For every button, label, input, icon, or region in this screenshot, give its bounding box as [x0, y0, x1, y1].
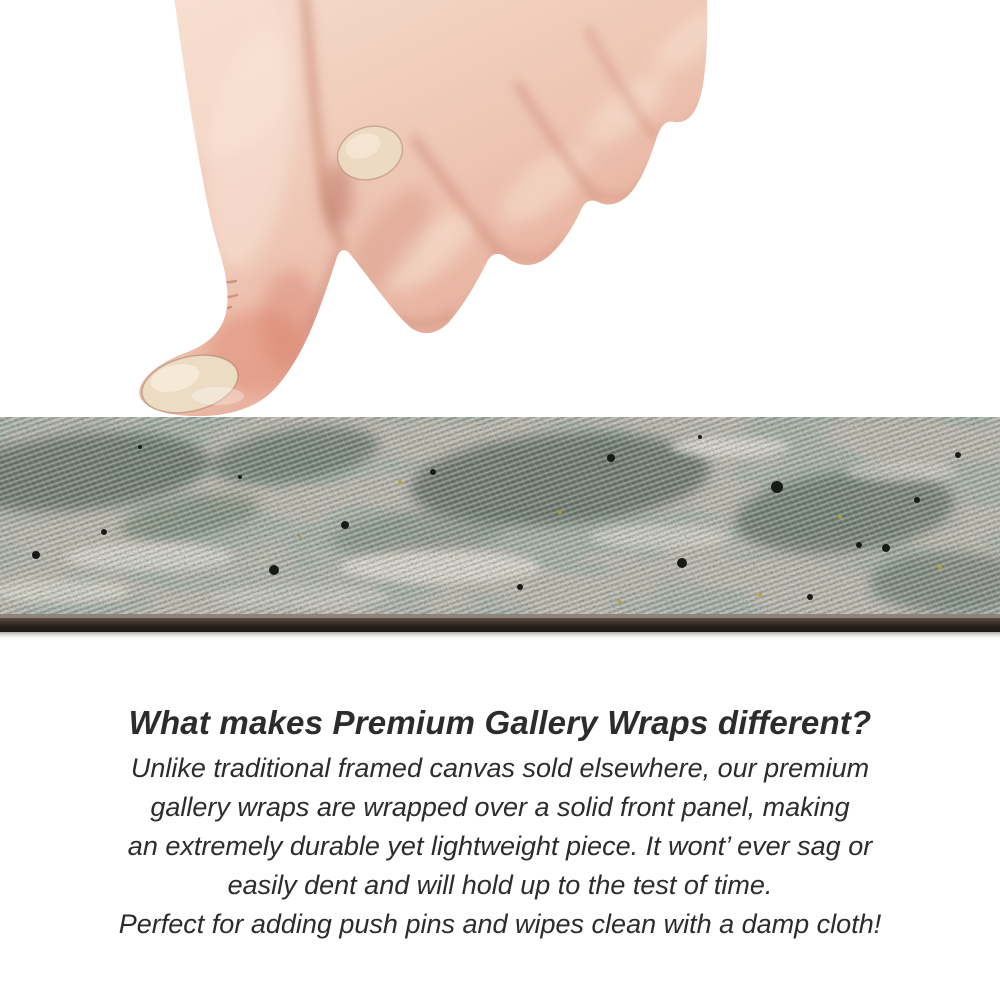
hand-pressing-canvas-photo — [0, 0, 1000, 432]
section-heading: What makes Premium Gallery Wraps different? — [128, 704, 872, 741]
body-text-line: easily dent and will hold up to the test of time. — [227, 870, 773, 900]
body-text-line: Perfect for adding push pins and wipes clean with a damp cloth! — [118, 909, 882, 939]
info-block — [0, 702, 1000, 944]
section-body — [0, 749, 1000, 944]
canvas-panel-edge — [0, 614, 1000, 640]
body-text-line: Unlike traditional framed canvas sold elsewhere, our premium — [130, 753, 870, 783]
canvas-front-texture — [0, 417, 1000, 618]
body-text-line: an extremely durable yet lightweight piece. It wont’ ever sag or — [127, 831, 873, 861]
canvas-texture-strip — [0, 417, 1000, 640]
body-text-line: gallery wraps are wrapped over a solid front panel, making — [150, 792, 850, 822]
